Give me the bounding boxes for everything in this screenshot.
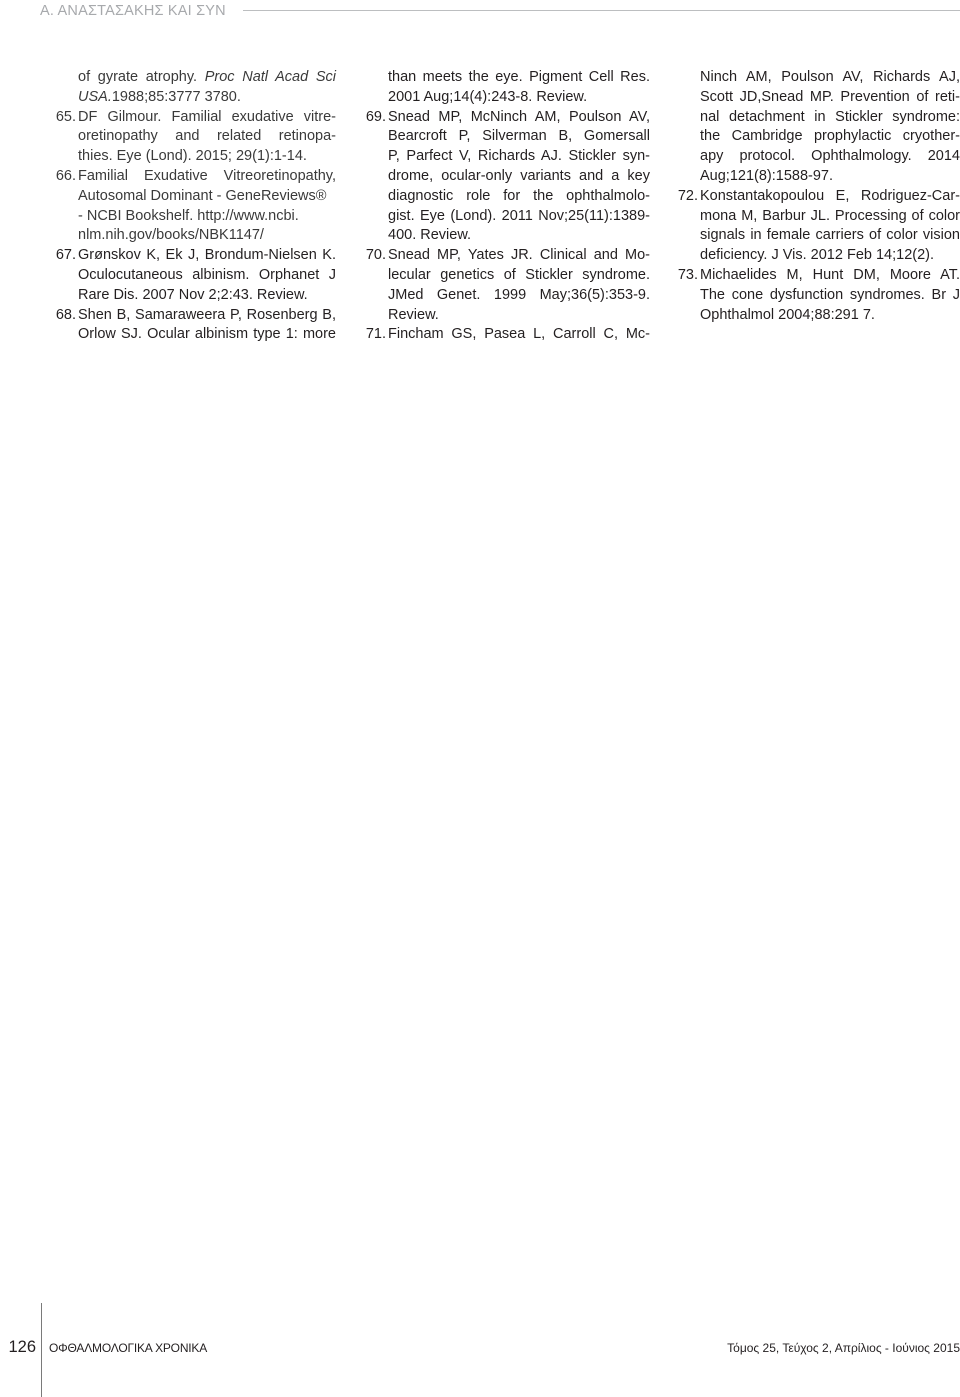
reference-line: apy protocol. Ophthalmology. 2014 — [700, 148, 960, 165]
reference-line: Aug;121(8):1588-97. — [700, 167, 834, 184]
reference-68 — [50, 306, 336, 346]
reference-73 — [672, 266, 960, 325]
issue-info: Τόμος 25, Τεύχος 2, Απρίλιος - Ιούνιος 2015 — [727, 1341, 960, 1355]
reference-line: nal detachment in Stickler syndrome: — [700, 108, 960, 125]
reference-line: Scott JD,Snead MP. Prevention of reti- — [700, 88, 960, 105]
reference-number: 67. — [55, 247, 76, 264]
reference-line: The cone dysfunction syndromes. Br J — [700, 286, 960, 303]
reference-line: diagnostic role for the ophthalmolo- — [388, 187, 650, 204]
reference-line: Familial Exudative Vitreoretinopathy, — [78, 167, 336, 184]
reference-line: mona M, Barbur JL. Processing of color — [700, 207, 960, 224]
reference-line: Ninch AM, Poulson AV, Richards AJ, — [700, 69, 960, 85]
reference-line: Bearcroft P, Silverman B, Gomersall — [388, 128, 650, 145]
reference-number: 72. — [677, 187, 698, 204]
reference-number: 66. — [55, 167, 76, 184]
reference-line: Shen B, Samaraweera P, Rosenberg B, — [78, 306, 336, 323]
running-header: Α. ΑΝΑΣΤΑΣΑΚΗΣ ΚΑΙ ΣΥΝ — [40, 3, 226, 19]
reference-line: DF Gilmour. Familial exudative vitre- — [78, 108, 336, 125]
reference-line: 2001 Aug;14(4):243-8. Review. — [388, 88, 588, 105]
reference-number: 73. — [677, 266, 698, 283]
reference-line: Ophthalmol 2004;88:291 7. — [700, 306, 875, 323]
reference-line: Oculocutaneous albinism. Orphanet J — [78, 266, 336, 283]
reference-line: deficiency. J Vis. 2012 Feb 14;12(2). — [700, 247, 935, 264]
reference-69 — [360, 108, 650, 247]
reference-line: than meets the eye. Pigment Cell Res. — [388, 69, 650, 85]
reference-72 — [672, 187, 960, 266]
reference-line: drome, ocular-only variants and a key — [388, 167, 650, 184]
reference-line: the Cambridge prophylactic cryother- — [700, 128, 960, 145]
reference-line: 400. Review. — [388, 227, 472, 244]
reference-line: nlm.nih.gov/books/NBK1147/ — [78, 227, 264, 244]
reference-line: Rare Dis. 2007 Nov 2;2:43. Review. — [78, 286, 308, 303]
column-left — [50, 68, 336, 345]
page-number: 126 — [8, 1338, 36, 1356]
journal-name: ΟΦΘΑΛΜΟΛΟΓΙΚΑ ΧΡΟΝΙΚΑ — [49, 1341, 208, 1355]
reference-line: gist. Eye (Lond). 2011 Nov;25(11):1389- — [388, 207, 650, 224]
reference-line: thies. Eye (Lond). 2015; 29(1):1-14. — [78, 148, 307, 165]
reference-66 — [50, 167, 336, 246]
header-rule — [243, 10, 960, 11]
reference-64-continuation — [50, 68, 336, 108]
reference-number: 70. — [365, 247, 386, 264]
reference-number: 68. — [55, 306, 76, 323]
reference-65 — [50, 108, 336, 167]
reference-line: Grønskov K, Ek J, Brondum-Nielsen K. — [78, 247, 336, 264]
column-middle — [360, 68, 650, 345]
reference-number: 69. — [365, 108, 386, 125]
reference-line: Orlow SJ. Ocular albinism type 1: more — [78, 326, 336, 343]
reference-line: Fincham GS, Pasea L, Carroll C, Mc- — [388, 326, 650, 343]
reference-71 — [360, 325, 650, 345]
reference-line: Michaelides M, Hunt DM, Moore AT. — [700, 266, 960, 283]
reference-line: JMed Genet. 1999 May;36(5):353-9. — [388, 286, 650, 303]
reference-70 — [360, 246, 650, 325]
reference-line: oretinopathy and related retinopa- — [78, 128, 336, 145]
reference-number: 71. — [365, 326, 386, 343]
column-right — [672, 68, 960, 325]
footer-divider — [41, 1303, 42, 1397]
reference-67 — [50, 246, 336, 305]
reference-line: Konstantakopoulou E, Rodriguez-Car- — [700, 187, 960, 204]
reference-68-continuation — [360, 68, 650, 108]
reference-line: signals in female carriers of color vision — [700, 227, 960, 244]
reference-line: Snead MP, Yates JR. Clinical and Mo- — [388, 247, 650, 264]
reference-number: 65. — [55, 108, 76, 125]
reference-line: P, Parfect V, Richards AJ. Stickler syn- — [388, 148, 650, 165]
reference-line: lecular genetics of Stickler syndrome. — [388, 266, 650, 283]
reference-line: USA.1988;85:3777 3780. — [78, 88, 241, 105]
reference-line: of gyrate atrophy. Proc Natl Acad Sci — [78, 69, 336, 85]
reference-line: Review. — [388, 306, 439, 323]
reference-line: - NCBI Bookshelf. http://www.ncbi. — [78, 207, 299, 224]
reference-line: Snead MP, McNinch AM, Poulson AV, — [388, 108, 650, 125]
reference-line: Autosomal Dominant - GeneReviews® — [78, 187, 327, 204]
reference-71-continuation — [672, 68, 960, 187]
